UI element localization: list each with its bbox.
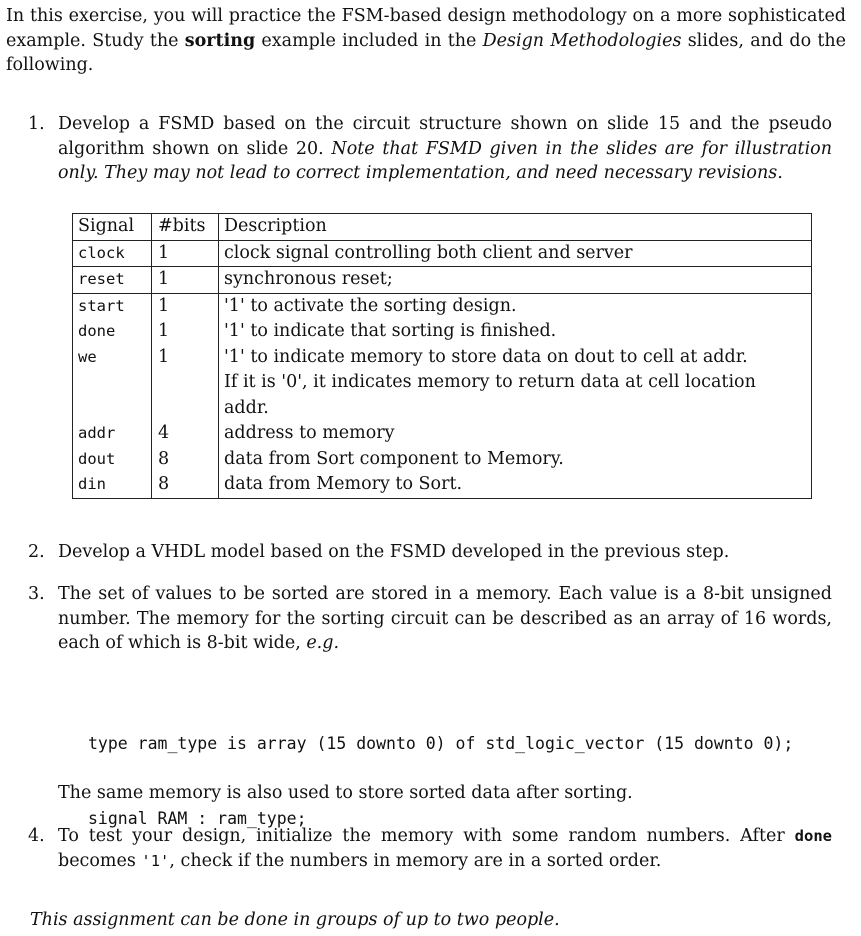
- intro-paragraph: In this exercise, you will practice the FSM-based design methodology on a more sophisticated example. Study the sorting example included in the Design Methodologies slides, and do the following.: [6, 6, 847, 75]
- table-row: reset 1 synchronous reset;: [73, 267, 812, 294]
- item-number: 3.: [28, 584, 45, 604]
- table-header-row: [73, 214, 812, 241]
- table-row: din 8 data from Memory to Sort.: [73, 472, 812, 498]
- item-number: 2.: [28, 542, 45, 562]
- signal-table: [72, 213, 812, 499]
- list-item-2: 2. Develop a VHDL model based on the FSMD developed in the previous step.: [28, 540, 832, 565]
- header-bits: #bits: [152, 214, 219, 241]
- code-line: type ram_type is array (15 downto 0) of std_logic_vector (15 downto 0);: [88, 734, 794, 753]
- item-number: 1.: [28, 114, 45, 134]
- list-item-1: 1. Develop a FSMD based on the circuit structure shown on slide 15 and the pseudo algorithm shown on slide 20. Note that FSMD given in the slides are for illustration only. They may not lead to correct implementation, and need necessary revisions.: [28, 114, 832, 183]
- table-row: clock 1 clock signal controlling both client and server: [73, 240, 812, 267]
- table-row: dout 8 data from Sort component to Memory.: [73, 447, 812, 473]
- table-row: we 1 '1' to indicate memory to store data on dout to cell at addr. If it is '0', it indicates memory to return data at cell location addr.: [73, 345, 812, 422]
- item-number: 4.: [28, 826, 45, 846]
- header-description: Description: [219, 214, 812, 241]
- code-line: signal RAM : ram_type;: [88, 809, 307, 828]
- group-note: This assignment can be done in groups of up to two people.: [30, 910, 560, 930]
- illustration-note: Note that FSMD given in the slides are for illustration only. They may not lead to correct implementation, and need necessary revisions.: [58, 138, 832, 183]
- table-row: addr 4 address to memory: [73, 421, 812, 447]
- table-row: done 1 '1' to indicate that sorting is finished.: [73, 319, 812, 345]
- list-item-3: 3. The set of values to be sorted are stored in a memory. Each value is a 8-bit unsigned number. The memory for the sorting circuit can be described as an array of 16 words, each of which is 8-bit wide, e.g.: [28, 584, 832, 653]
- list-item-4: 4. To test your design, initialize the memory with some random numbers. After done becomes '1', check if the numbers in memory are in a sorted order.: [28, 826, 832, 871]
- memory-note: The same memory is also used to store sorted data after sorting.: [58, 783, 633, 803]
- table-row: start 1 '1' to activate the sorting design.: [73, 293, 812, 319]
- header-signal: Signal: [73, 214, 152, 241]
